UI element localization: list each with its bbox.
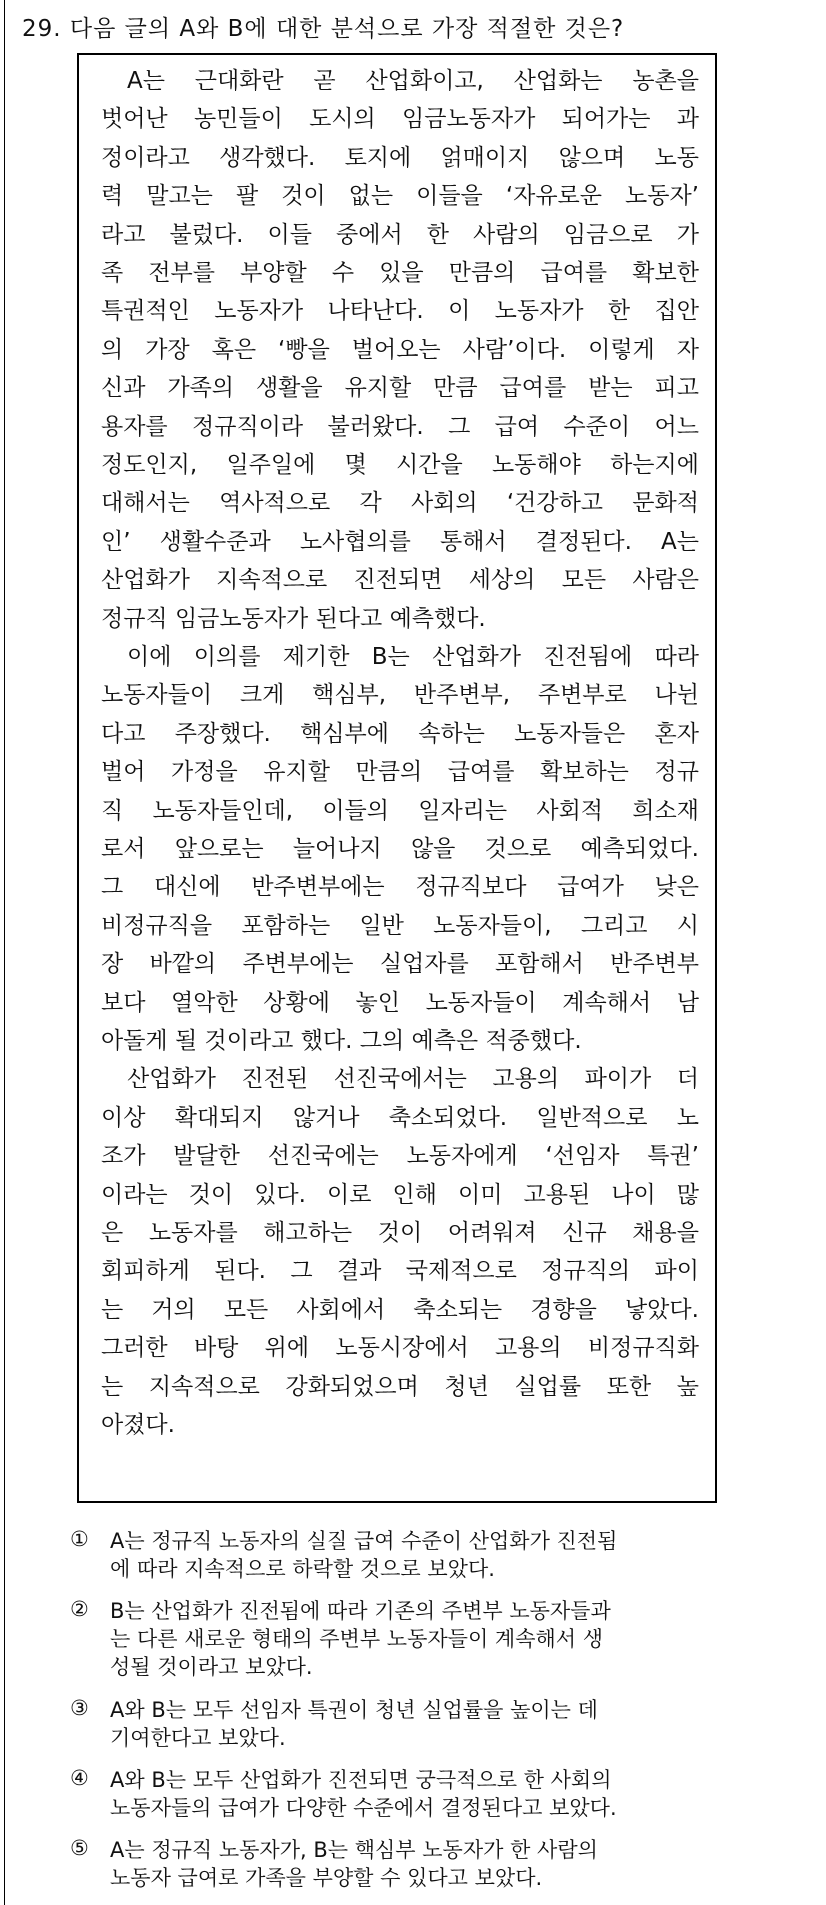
choice-number: ③ (70, 1696, 89, 1720)
choice-4[interactable] (70, 1766, 770, 1822)
choice-text-line: 노동자 급여로 가족을 부양할 수 있다고 보았다. (110, 1866, 543, 1890)
passage-box (77, 53, 717, 1503)
question-title: 29. 다음 글의 A와 B에 대한 분석으로 가장 적절한 것은? (22, 16, 625, 42)
left-margin-rule (4, 0, 5, 1905)
passage-line: 노동자들이 크게 핵심부, 반주변부, 주변부로 나뉜 (101, 682, 699, 709)
passage-line: 대해서는 역사적으로 각 사회의 ‘건강하고 문화적 (101, 490, 699, 517)
choice-1[interactable] (70, 1527, 770, 1583)
passage-line: 조가 발달한 선진국에는 노동자에게 ‘선임자 특권’ (101, 1143, 699, 1170)
choice-text-line: A와 B는 모두 산업화가 진전되면 궁극적으로 한 사회의 (110, 1768, 612, 1792)
passage-line: 이상 확대되지 않거나 축소되었다. 일반적으로 노 (101, 1104, 699, 1131)
passage-line: 장 바깥의 주변부에는 실업자를 포함해서 반주변부 (101, 951, 699, 978)
passage-line: 이라는 것이 있다. 이로 인해 이미 고용된 나이 많 (101, 1181, 699, 1208)
choice-number: ④ (70, 1766, 89, 1790)
passage-line: 아졌다. (101, 1412, 175, 1438)
passage-line: 로서 앞으로는 늘어나지 않을 것으로 예측되었다. (101, 836, 699, 862)
passage-line: 그 대신에 반주변부에는 정규직보다 급여가 낮은 (101, 874, 699, 901)
passage-line: 의 가장 혹은 ‘빵을 벌어오는 사람’이다. 이렇게 자 (101, 336, 699, 363)
passage-line: 비정규직을 포함하는 일반 노동자들이, 그리고 시 (101, 912, 699, 939)
passage-line: 인’ 생활수준과 노사협의를 통해서 결정된다. A는 (101, 528, 699, 555)
passage-line: 산업화가 지속적으로 진전되면 세상의 모든 사람은 (101, 567, 699, 594)
choice-text-line: 기여한다고 보았다. (110, 1726, 286, 1750)
passage-line: 는 거의 모든 사회에서 축소되는 경향을 낳았다. (101, 1296, 699, 1323)
passage-line: A는 근대화란 곧 산업화이고, 산업화는 농촌을 (127, 68, 699, 94)
passage-line: 직 노동자들인데, 이들의 일자리는 사회적 희소재 (101, 797, 699, 824)
passage-line: 정규직 임금노동자가 된다고 예측했다. (101, 605, 486, 632)
passage-line: 벌어 가정을 유지할 만큼의 급여를 확보하는 정규 (101, 759, 699, 786)
passage-line: 신과 가족의 생활을 유지할 만큼 급여를 받는 피고 (101, 375, 699, 402)
passage-line: 이에 이의를 제기한 B는 산업화가 진전됨에 따라 (127, 644, 699, 670)
passage-line: 보다 열악한 상황에 놓인 노동자들이 계속해서 남 (101, 989, 699, 1016)
choice-text-line: 에 따라 지속적으로 하락할 것으로 보았다. (110, 1557, 495, 1581)
choice-text-line: 노동자들의 급여가 다양한 수준에서 결정된다고 보았다. (110, 1796, 617, 1820)
choice-text-line: A는 정규직 노동자의 실질 급여 수준이 산업화가 진전됨 (110, 1529, 618, 1553)
passage-line: 정이라고 생각했다. 토지에 얽매이지 않으며 노동 (101, 144, 699, 171)
passage-line: 정도인지, 일주일에 몇 시간을 노동해야 하는지에 (101, 452, 699, 478)
passage-line: 용자를 정규직이라 불러왔다. 그 급여 수준이 어느 (101, 413, 699, 440)
choice-text-line: B는 산업화가 진전됨에 따라 기존의 주변부 노동자들과 (110, 1599, 611, 1623)
passage-line: 회피하게 된다. 그 결과 국제적으로 정규직의 파이 (101, 1258, 699, 1285)
choice-text-line: 는 다른 새로운 형태의 주변부 노동자들이 계속해서 생 (110, 1627, 604, 1651)
choice-3[interactable] (70, 1696, 770, 1752)
passage-line: 그러한 바탕 위에 노동시장에서 고용의 비정규직화 (101, 1335, 699, 1362)
choice-text-line: 성될 것이라고 보았다. (110, 1655, 313, 1679)
choice-text-line: A는 정규직 노동자가, B는 핵심부 노동자가 한 사람의 (110, 1838, 598, 1862)
passage-line: 아돌게 될 것이라고 했다. 그의 예측은 적중했다. (101, 1028, 582, 1054)
choice-text-line: A와 B는 모두 선임자 특권이 청년 실업률을 높이는 데 (110, 1698, 598, 1722)
passage-line: 족 전부를 부양할 수 있을 만큼의 급여를 확보한 (101, 260, 699, 286)
passage-line: 특권적인 노동자가 나타난다. 이 노동자가 한 집안 (101, 298, 699, 325)
passage-line: 다고 주장했다. 핵심부에 속하는 노동자들은 혼자 (101, 720, 699, 747)
choice-number: ① (70, 1527, 89, 1551)
choice-2[interactable] (70, 1597, 770, 1681)
choice-number: ⑤ (70, 1836, 89, 1860)
passage-line: 력 말고는 팔 것이 없는 이들을 ‘자유로운 노동자’ (101, 183, 699, 210)
choice-number: ② (70, 1597, 89, 1621)
passage-line: 산업화가 진전된 선진국에서는 고용의 파이가 더 (127, 1066, 699, 1093)
passage-line: 라고 불렀다. 이들 중에서 한 사람의 임금으로 가 (101, 221, 699, 248)
passage-line: 은 노동자를 해고하는 것이 어려워져 신규 채용을 (101, 1220, 699, 1246)
passage-line: 는 지속적으로 강화되었으며 청년 실업률 또한 높 (101, 1373, 699, 1400)
choice-5[interactable] (70, 1836, 770, 1892)
passage-line: 벗어난 농민들이 도시의 임금노동자가 되어가는 과 (101, 106, 699, 133)
